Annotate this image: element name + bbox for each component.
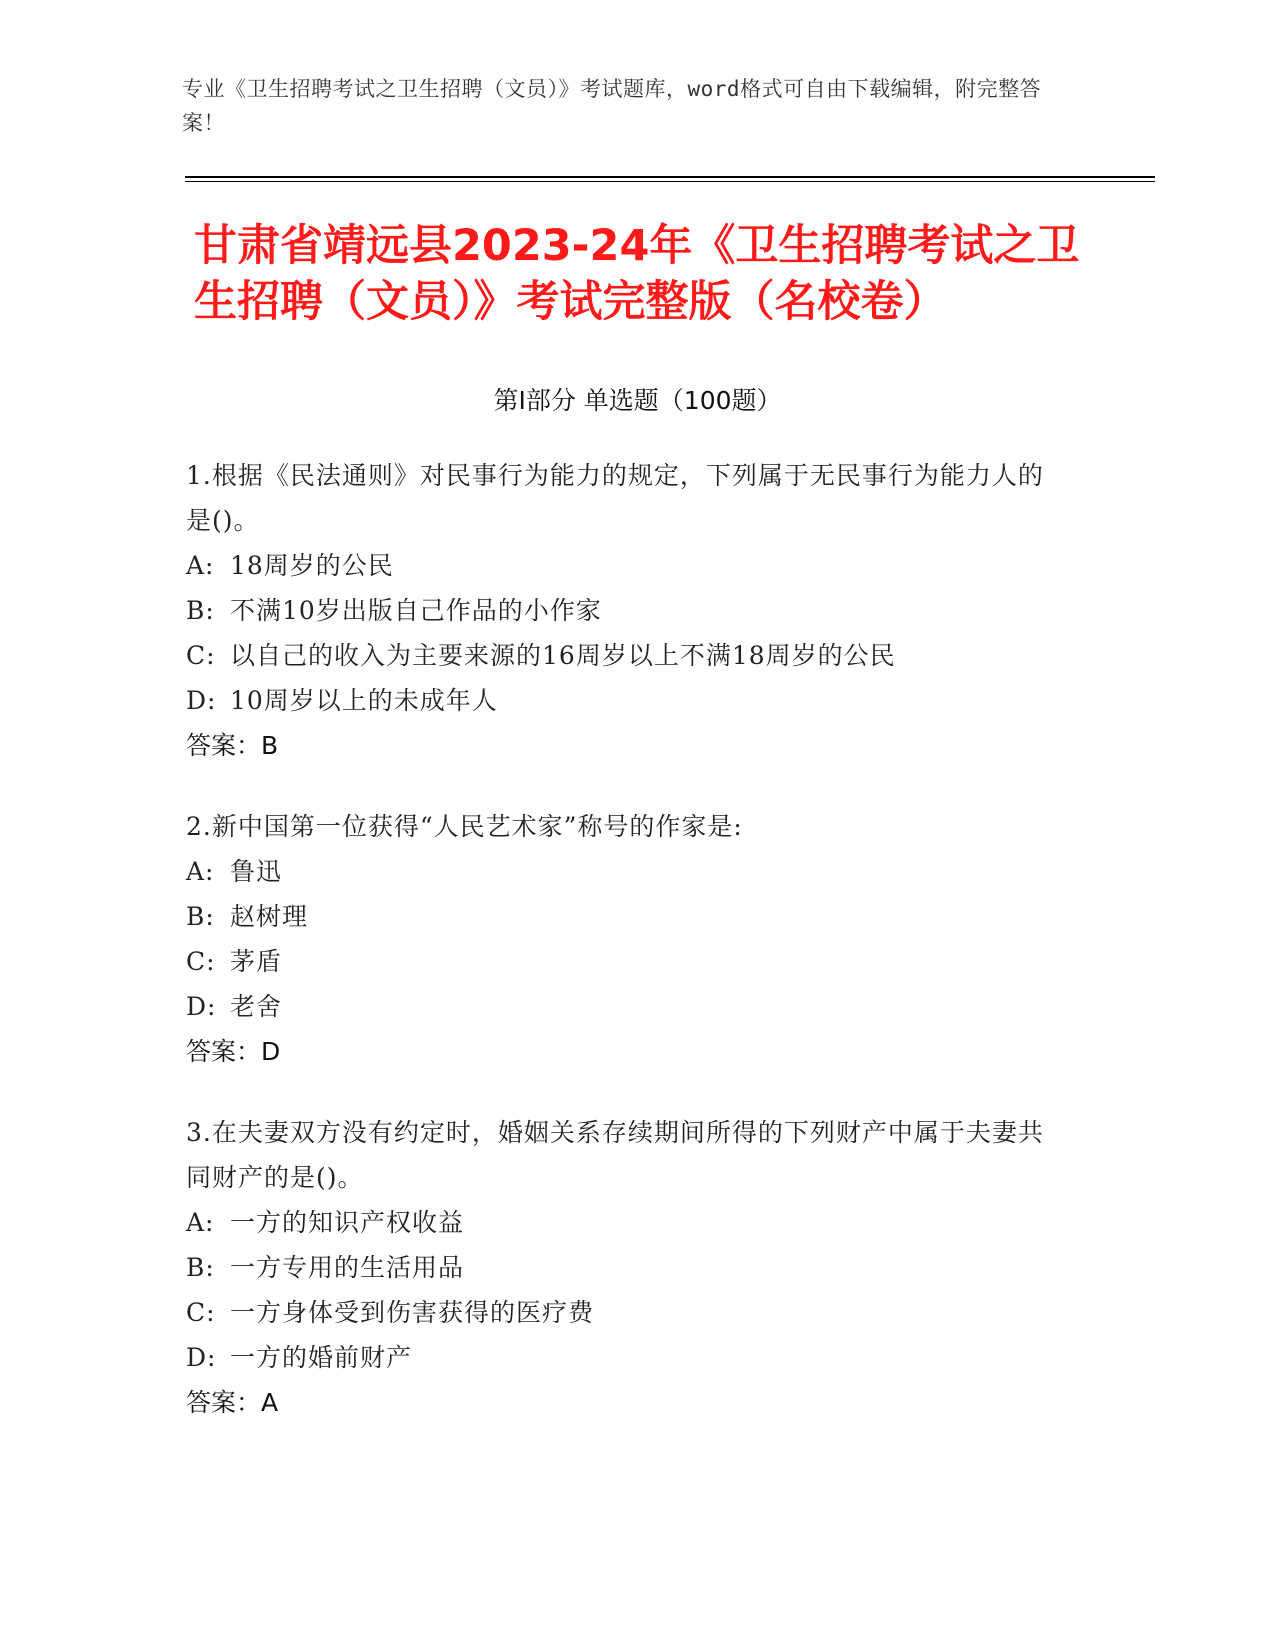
option-letter: D: <box>186 1343 217 1372</box>
option-letter: B: <box>186 1253 215 1282</box>
option-text: 一方的知识产权收益 <box>230 1208 465 1237</box>
option-letter: D: <box>186 992 217 1021</box>
question-2 <box>186 804 1066 1074</box>
option-letter: A: <box>186 551 215 580</box>
option-text: 茅盾 <box>230 947 283 976</box>
option-text: 一方专用的生活用品 <box>230 1253 465 1282</box>
answer-line: 答案：A <box>186 1388 279 1417</box>
header-divider-thick <box>185 176 1155 178</box>
option-d <box>186 1335 1066 1380</box>
option-text: 一方的婚前财产 <box>230 1343 413 1372</box>
option-c <box>186 1290 1066 1335</box>
option-a <box>186 1200 1066 1245</box>
option-text: 一方身体受到伤害获得的医疗费 <box>230 1298 595 1327</box>
answer-line: 答案：B <box>186 731 279 760</box>
option-letter: C: <box>186 641 216 670</box>
question-stem: 3.在夫妻双方没有约定时，婚姻关系存续期间所得的下列财产中属于夫妻共同财产的是()。 <box>186 1118 1044 1192</box>
option-text: 不满10岁出版自己作品的小作家 <box>230 596 602 625</box>
option-text: 10周岁以上的未成年人 <box>230 686 498 715</box>
option-d <box>186 678 1066 723</box>
option-c <box>186 633 1066 678</box>
answer-line: 答案：D <box>186 1037 281 1066</box>
option-text: 以自己的收入为主要来源的16周岁以上不满18周岁的公民 <box>230 641 896 670</box>
option-b <box>186 1245 1066 1290</box>
option-letter: B: <box>186 902 215 931</box>
question-3 <box>186 1110 1066 1425</box>
option-letter: B: <box>186 596 215 625</box>
option-b <box>186 588 1066 633</box>
option-letter: A: <box>186 1208 215 1237</box>
option-text: 鲁迅 <box>230 857 283 886</box>
question-stem: 1.根据《民法通则》对民事行为能力的规定，下列属于无民事行为能力人的是()。 <box>186 461 1044 535</box>
option-letter: C: <box>186 1298 216 1327</box>
option-letter: D: <box>186 686 217 715</box>
header-note: 专业《卫生招聘考试之卫生招聘（文员）》考试题库，word格式可自由下载编辑，附完整答案！ <box>182 77 1042 135</box>
section-title: 第Ⅰ部分 单选题（100题） <box>493 386 782 415</box>
option-letter: C: <box>186 947 216 976</box>
option-c <box>186 939 1066 984</box>
option-text: 18周岁的公民 <box>230 551 394 580</box>
option-text: 赵树理 <box>230 902 309 931</box>
option-a <box>186 543 1066 588</box>
option-d <box>186 984 1066 1029</box>
question-stem: 2.新中国第一位获得“人民艺术家”称号的作家是: <box>186 812 743 841</box>
option-a <box>186 849 1066 894</box>
header-divider-thin <box>185 181 1155 182</box>
question-1 <box>186 453 1066 768</box>
option-text: 老舍 <box>230 992 283 1021</box>
document-title: 甘肃省靖远县2023-24年《卫生招聘考试之卫生招聘（文员）》考试完整版（名校卷） <box>194 221 1080 327</box>
option-b <box>186 894 1066 939</box>
option-letter: A: <box>186 857 215 886</box>
